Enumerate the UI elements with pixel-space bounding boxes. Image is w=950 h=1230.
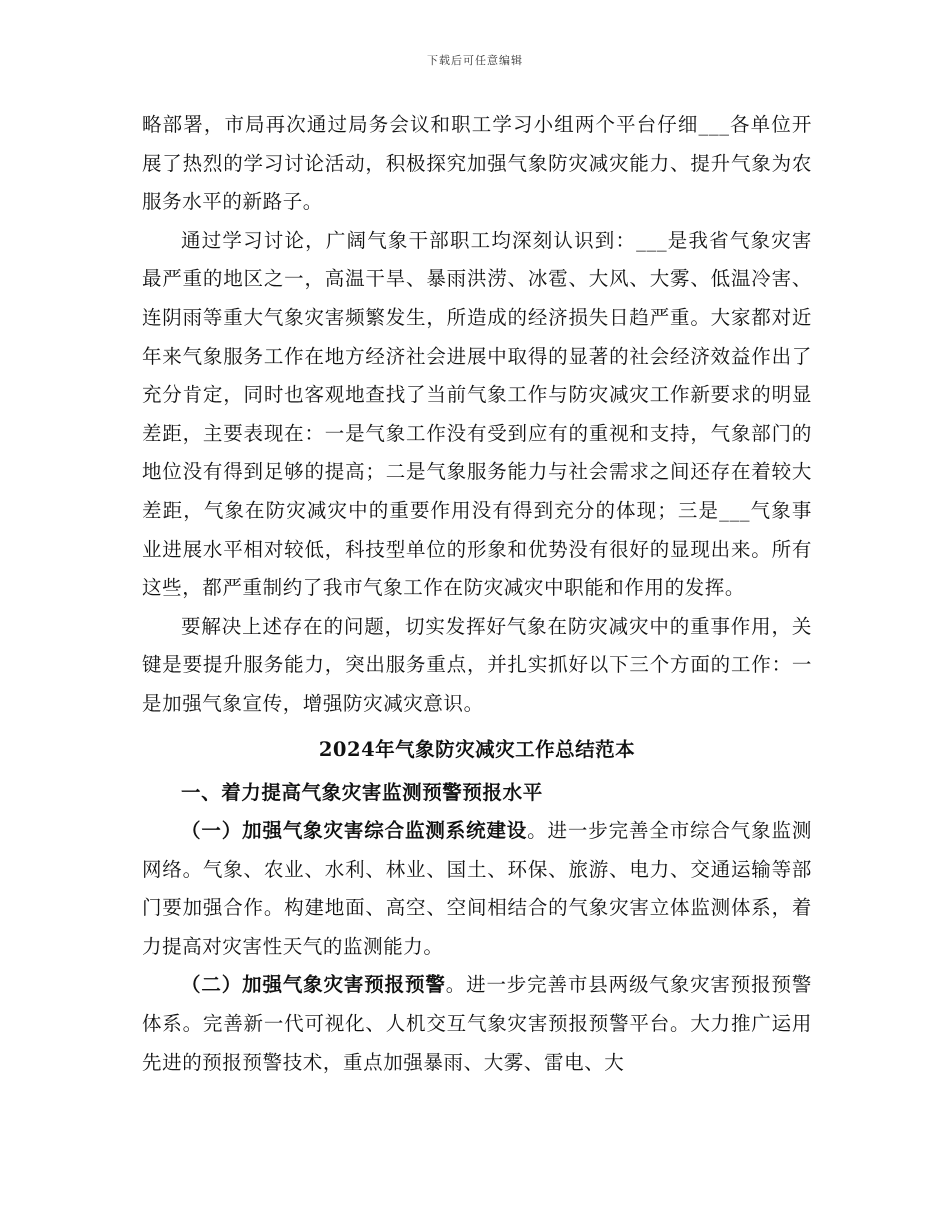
paragraph-1: 略部署，市局再次通过局务会议和职工学习小组两个平台仔细___各单位开展了热烈的学习讨论活动，积极探究加强气象防灾减灾能力、提升气象为农服务水平的新路子。	[142, 113, 812, 214]
subsection-2	[142, 966, 812, 1082]
page-header: 下载后可任意编辑	[427, 54, 523, 67]
subsection-1-lead: （一）加强气象灾害综合监测系统建设	[181, 819, 528, 843]
subsection-2-lead: （二）加强气象灾害预报预警	[181, 973, 446, 997]
subsection-2-body: 。进一步完善市县两级气象灾害预报预警体系。完善新一代可视化、人机交互气象灾害预报预警平台。大力推广运用先进的预报预警技术，重点加强暴雨、大雾、雷电、大	[142, 973, 812, 1074]
paragraph-2: 通过学习讨论，广阔气象干部职工均深刻认识到：___是我省气象灾害最严重的地区之一，高温干旱、暴雨洪涝、冰雹、大风、大雾、低温冷害、连阴雨等重大气象灾害频繁发生，所造成的经济损失日趋严重。大家都对近年来气象服务工作在地方经济社会进展中取得的显著的社会经济效益作出了充分肯定，同时也客观地查找了当前气象工作与防灾减灾工作新要求的明显差距，主要表现在：一是气象工作没有受到应有的重视和支持，气象部门的地位没有得到足够的提高；二是气象服务能力与社会需求之间还存在着较大差距，气象在防灾减灾中的重要作用没有得到充分的体现；三是___气象事业进展水平相对较低，科技型单位的形象和优势没有很好的显现出来。所有这些，都严重制约了我市气象工作在防灾减灾中职能和作用的发挥。	[142, 228, 812, 600]
document-title: 2024年气象防灾减灾工作总结范本	[318, 737, 636, 761]
paragraph-3: 要解决上述存在的问题，切实发挥好气象在防灾减灾中的重事作用，关键是要提升服务能力，突出服务重点，并扎实抓好以下三个方面的工作：一是加强气象宣传，增强防灾减灾意识。	[142, 614, 812, 715]
document-body	[142, 106, 812, 1082]
section-heading-1: 一、着力提高气象灾害监测预警预报水平	[181, 780, 543, 804]
subsection-1	[142, 812, 812, 966]
subsection-1-body: 。进一步完善全市综合气象监测网络。气象、农业、水利、林业、国土、环保、旅游、电力、交通运输等部门要加强合作。构建地面、高空、空间相结合的气象灾害立体监测体系，着力提高对灾害性天气的监测能力。	[142, 819, 812, 958]
